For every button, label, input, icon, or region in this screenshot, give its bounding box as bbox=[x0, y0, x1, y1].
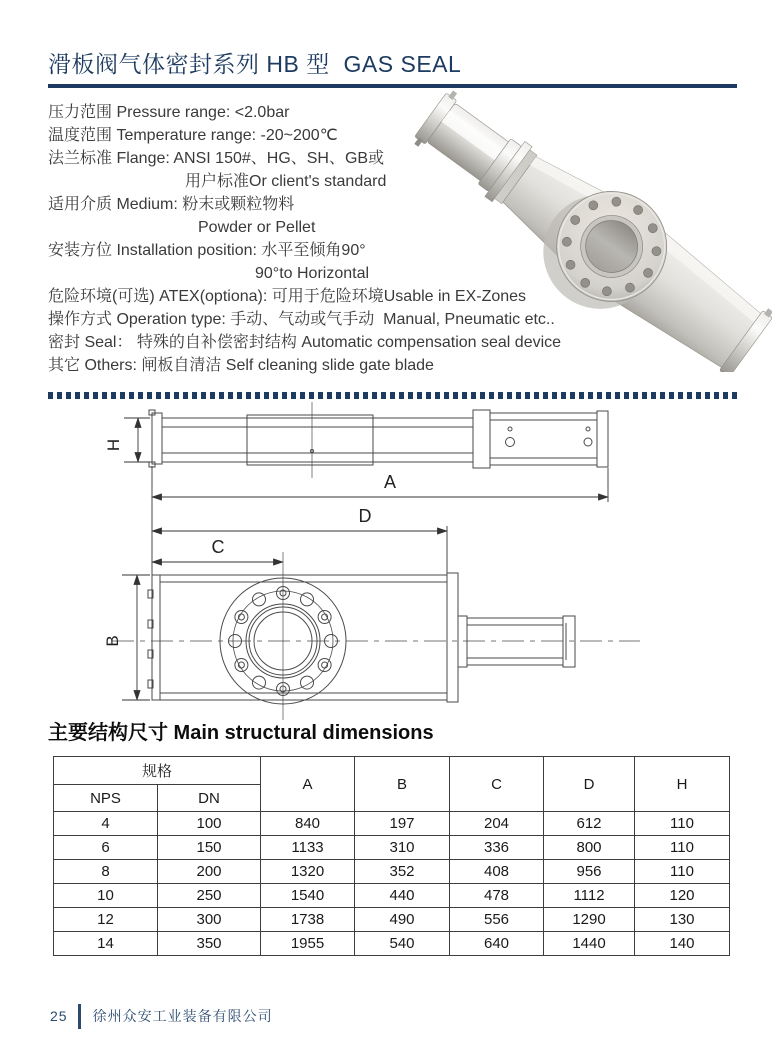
spec-installation-cont: 90°to Horizontal bbox=[255, 265, 370, 282]
cell: 540 bbox=[355, 932, 450, 956]
cell: 6 bbox=[54, 836, 158, 860]
cell: 14 bbox=[54, 932, 158, 956]
plan-view-drawing bbox=[112, 552, 640, 720]
dimension-drawing bbox=[0, 402, 780, 720]
spec-pressure: 压力范围 Pressure range: <2.0bar bbox=[48, 104, 290, 121]
page-title-block bbox=[48, 46, 737, 88]
dim-D bbox=[152, 526, 447, 573]
cell: 490 bbox=[355, 908, 450, 932]
cell: 10 bbox=[54, 884, 158, 908]
cell: 1540 bbox=[261, 884, 355, 908]
cell: 478 bbox=[450, 884, 544, 908]
dim-A bbox=[152, 466, 608, 575]
cell: 110 bbox=[635, 860, 730, 884]
cell: 1440 bbox=[544, 932, 635, 956]
table-header-row-1 bbox=[54, 757, 730, 785]
cell: 197 bbox=[355, 812, 450, 836]
plan-actuator bbox=[458, 616, 575, 667]
table-row bbox=[54, 908, 730, 932]
cell: 1955 bbox=[261, 932, 355, 956]
col-header-b: B bbox=[355, 757, 450, 812]
dotted-divider bbox=[48, 392, 739, 399]
cell: 800 bbox=[544, 836, 635, 860]
table-row bbox=[54, 860, 730, 884]
col-header-dn: DN bbox=[158, 785, 261, 812]
footer-company-name: 徐州众安工业装备有限公司 bbox=[92, 1008, 273, 1024]
spec-others: 其它 Others: 闸板自清洁 Self cleaning slide gate blade bbox=[48, 357, 434, 374]
spec-list bbox=[48, 101, 668, 377]
cell: 4 bbox=[54, 812, 158, 836]
cell: 556 bbox=[450, 908, 544, 932]
spec-flange-cont: 用户标准Or client's standard bbox=[185, 173, 387, 190]
cell: 100 bbox=[158, 812, 261, 836]
cell: 956 bbox=[544, 860, 635, 884]
spec-atex: 危险环境(可选) ATEX(optiona): 可用于危险环境Usable in EX-Zones bbox=[48, 288, 527, 305]
dim-label-a: A bbox=[383, 472, 397, 492]
cell: 336 bbox=[450, 836, 544, 860]
spec-operation: 操作方式 Operation type: 手动、气动或气手动 Manual, Pneumatic etc.. bbox=[48, 311, 555, 328]
cell: 612 bbox=[544, 812, 635, 836]
cell: 110 bbox=[635, 812, 730, 836]
cell: 140 bbox=[635, 932, 730, 956]
spec-flange: 法兰标准 Flange: ANSI 150#、HG、SH、GB或 bbox=[48, 150, 385, 167]
dim-H bbox=[124, 418, 150, 462]
spec-medium: 适用介质 Medium: 粉末或颗粒物料 bbox=[48, 196, 295, 213]
side-view-drawing bbox=[149, 402, 608, 478]
table-row bbox=[54, 884, 730, 908]
dim-label-d: D bbox=[358, 506, 372, 526]
table-row bbox=[54, 836, 730, 860]
dim-label-h: H bbox=[104, 438, 123, 452]
dimensions-table bbox=[53, 756, 730, 956]
cell: 8 bbox=[54, 860, 158, 884]
col-header-d: D bbox=[544, 757, 635, 812]
page-number: 25 bbox=[50, 1008, 68, 1024]
spec-seal: 密封 Seal： 特殊的自补偿密封结构 Automatic compensation seal device bbox=[48, 334, 562, 351]
cell: 120 bbox=[635, 884, 730, 908]
cell: 440 bbox=[355, 884, 450, 908]
col-header-c: C bbox=[450, 757, 544, 812]
cell: 1320 bbox=[261, 860, 355, 884]
cell: 352 bbox=[355, 860, 450, 884]
cell: 250 bbox=[158, 884, 261, 908]
cell: 12 bbox=[54, 908, 158, 932]
col-header-nps: NPS bbox=[54, 785, 158, 812]
spec-temperature: 温度范围 Temperature range: -20~200℃ bbox=[48, 127, 338, 144]
col-header-spec: 规格 bbox=[54, 757, 261, 785]
cell: 840 bbox=[261, 812, 355, 836]
cell: 300 bbox=[158, 908, 261, 932]
table-row bbox=[54, 932, 730, 956]
cell: 408 bbox=[450, 860, 544, 884]
cell: 1133 bbox=[261, 836, 355, 860]
spec-medium-cont: Powder or Pellet bbox=[198, 219, 316, 236]
page-title: 滑板阀气体密封系列 HB 型 GAS SEAL bbox=[48, 51, 462, 77]
cell: 350 bbox=[158, 932, 261, 956]
cell: 1738 bbox=[261, 908, 355, 932]
spec-installation: 安装方位 Installation position: 水平至倾角90° bbox=[48, 242, 366, 259]
cell: 204 bbox=[450, 812, 544, 836]
cell: 150 bbox=[158, 836, 261, 860]
cell: 310 bbox=[355, 836, 450, 860]
cell: 130 bbox=[635, 908, 730, 932]
table-row bbox=[54, 812, 730, 836]
col-header-a: A bbox=[261, 757, 355, 812]
cell: 200 bbox=[158, 860, 261, 884]
col-header-h: H bbox=[635, 757, 730, 812]
dim-label-c: C bbox=[211, 537, 225, 557]
dim-B bbox=[122, 575, 150, 700]
cell: 1290 bbox=[544, 908, 635, 932]
cell: 1112 bbox=[544, 884, 635, 908]
cell: 110 bbox=[635, 836, 730, 860]
footer-divider-bar bbox=[78, 1004, 81, 1029]
cell: 640 bbox=[450, 932, 544, 956]
page-footer bbox=[50, 1002, 273, 1030]
section-heading: 主要结构尺寸 Main structural dimensions bbox=[48, 722, 434, 744]
dim-label-b: B bbox=[103, 635, 122, 647]
